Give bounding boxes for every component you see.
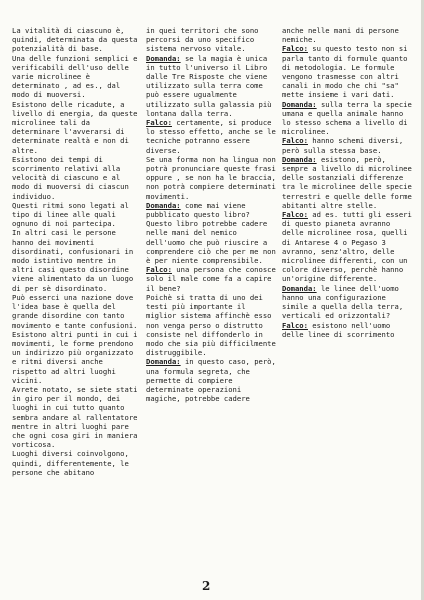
paragraph xyxy=(12,26,140,54)
page-number: 2 xyxy=(202,579,211,593)
speaker-label: Falco: xyxy=(282,44,308,54)
paragraph-text: hanno schemi diversi, però sulla stessa base. xyxy=(282,136,404,155)
paragraph-text: certamente, si produce lo stesso effetto, anche se le tecniche potranno essere diverse. xyxy=(146,118,276,155)
paragraph xyxy=(12,449,140,477)
paragraph xyxy=(282,26,414,44)
paragraph-text: una persona che conosce solo il male come fa a capire il bene? xyxy=(146,265,276,293)
paragraph-text: in questo caso, però, una formula segreta, che permette di compiere determinate operazioni magiche, potrebbe cadere xyxy=(146,357,276,404)
paragraph xyxy=(12,155,140,201)
speaker-label: Domanda: xyxy=(282,99,317,109)
paragraph xyxy=(12,100,140,155)
paragraph-text: in quei territori che sono percorsi da uno specifico sistema nervoso vitale. xyxy=(146,26,259,54)
paragraph-text: sulla terra la specie umana e quella animale hanno lo stesso schema a livello di microlinee. xyxy=(282,99,412,137)
paragraph-text: esistono, però, sempre a livello di microlinee delle sostanziali differenze tra le microlinee delle specie terrestri e quelle delle forme abitanti altre stelle. xyxy=(282,154,412,210)
paragraph xyxy=(146,54,276,118)
paragraph-text: le linee dell'uomo hanno una configurazione simile a quella della terra, verticali ed orizzontali? xyxy=(282,283,404,321)
paragraph xyxy=(12,330,140,385)
speaker-label: Falco: xyxy=(282,210,308,220)
speaker-label: Domanda: xyxy=(146,200,181,210)
paragraph xyxy=(12,293,140,330)
paragraph xyxy=(282,136,414,154)
paragraph-text: Può esserci una nazione dove l'idea base è quella del grande disordine con tanto movimento e tante confusioni. xyxy=(12,292,138,330)
speaker-label: Falco: xyxy=(282,136,308,146)
paragraph-text: Una delle funzioni semplici e verificabili dell'uso delle varie microlinee è determinato , ad es., dal modo di muoversi. xyxy=(12,53,138,100)
paragraph xyxy=(146,26,276,54)
paragraph xyxy=(282,155,414,210)
speaker-label: Domanda: xyxy=(146,357,181,367)
paragraph xyxy=(282,321,414,339)
column-2 xyxy=(146,26,276,403)
paragraph xyxy=(282,284,414,321)
paragraph xyxy=(12,385,140,449)
paragraph xyxy=(12,201,140,229)
paragraph-text: come mai viene pubblicato questo libro? Questo libro potrebbe cadere nelle mani del nemico dell'uomo che può riuscire a comprendere ciò che per me non è per niente comprensibile. xyxy=(146,200,276,266)
paragraph-text: In altri casi le persone hanno dei movimenti disordinati, confusionari in modo istintivo mentre in altri casi questo disordine viene alimentato da un luogo di per sè disordinato. xyxy=(12,228,134,293)
paragraph-text: anche nelle mani di persone nemiche. xyxy=(282,26,399,45)
paragraph xyxy=(282,44,414,99)
paragraph xyxy=(146,118,276,155)
column-1 xyxy=(12,26,140,477)
speaker-label: Domanda: xyxy=(146,53,181,63)
paragraph-text: se la magia è unica in tutto l'universo il Libro dalle Tre Risposte che viene utilizzato sulla terra come può essere ugualmente utilizzato sulla galassia più lontana dalla terra. xyxy=(146,53,272,118)
speaker-label: Domanda: xyxy=(282,154,317,164)
speaker-label: Falco: xyxy=(146,118,172,128)
paragraph-text: Esistono dei tempi di scorrimento relativi alla velocità di ciascuno e al modo di muoversi di ciascun individuo. xyxy=(12,154,129,201)
paragraph xyxy=(146,293,276,357)
paragraph xyxy=(12,228,140,292)
paragraph-text: La vitalità di ciascuno è, quindi, determinata da questa potenzialità di base. xyxy=(12,26,138,54)
paragraph-text: su questo testo non si parla tanto di formule quanto di metodologia. Le formule vengono trasmesse con altri canali in modo che chi "sa" mette insieme i vari dati. xyxy=(282,44,408,100)
speaker-label: Falco: xyxy=(146,265,172,275)
speaker-label: Falco: xyxy=(282,320,308,330)
paragraph-text: Poichè si tratta di uno dei testi più importante il miglior sistema affinchè esso non venga perso o distrutto consiste nel diffonderlo in modo che sia più difficilmente distruggibile. xyxy=(146,292,276,358)
speaker-label: Domanda: xyxy=(282,283,317,293)
paragraph-text: Esistono altri punti in cui i movimenti, le forme prendono un indirizzo più organizzato e ritmi diversi anche rispetto ad altri luoghi vicini. xyxy=(12,329,138,385)
paragraph xyxy=(282,210,414,284)
paragraph-text: esistono nell'uomo delle linee di scorrimento xyxy=(282,320,395,339)
paragraph xyxy=(146,201,276,265)
paragraph xyxy=(146,155,276,201)
column-3 xyxy=(282,26,414,339)
paragraph xyxy=(12,54,140,100)
paragraph-text: ad es. tutti gli esseri di questo pianeta avranno delle microlinee rosa, quelli di Antarese 4 o Pegaso 3 avranno, senz'altro, delle microlinee differenti, con un colore diverso, perchè hanno un'origine differente. xyxy=(282,210,412,284)
paragraph-text: Luoghi diversi coinvolgono, quindi, differentemente, le persone che abitano xyxy=(12,449,129,477)
paragraph-text: Se una forma non ha lingua non potrà pronunciare queste frasi oppure , se non ha le braccia, non potrà compiere determinati movimenti. xyxy=(146,154,276,201)
paragraph-text: Esistono delle ricadute, a livello di energia, da queste microlinee tali da determinare l'avverarsi di determinate realtà e non di altre. xyxy=(12,99,138,155)
paragraph xyxy=(146,357,276,403)
paragraph xyxy=(282,100,414,137)
paragraph-text: Questi ritmi sono legati al tipo di linee alle quali ognuno di noi partecipa. xyxy=(12,200,129,229)
paragraph-text: Avrete notato, se siete stati in giro per il mondo, dei luoghi in cui tutto quanto sembra andare al rallentatore mentre in altri luoghi pare che ogni cosa giri in maniera vorticosa. xyxy=(12,384,138,450)
paragraph xyxy=(146,265,276,293)
